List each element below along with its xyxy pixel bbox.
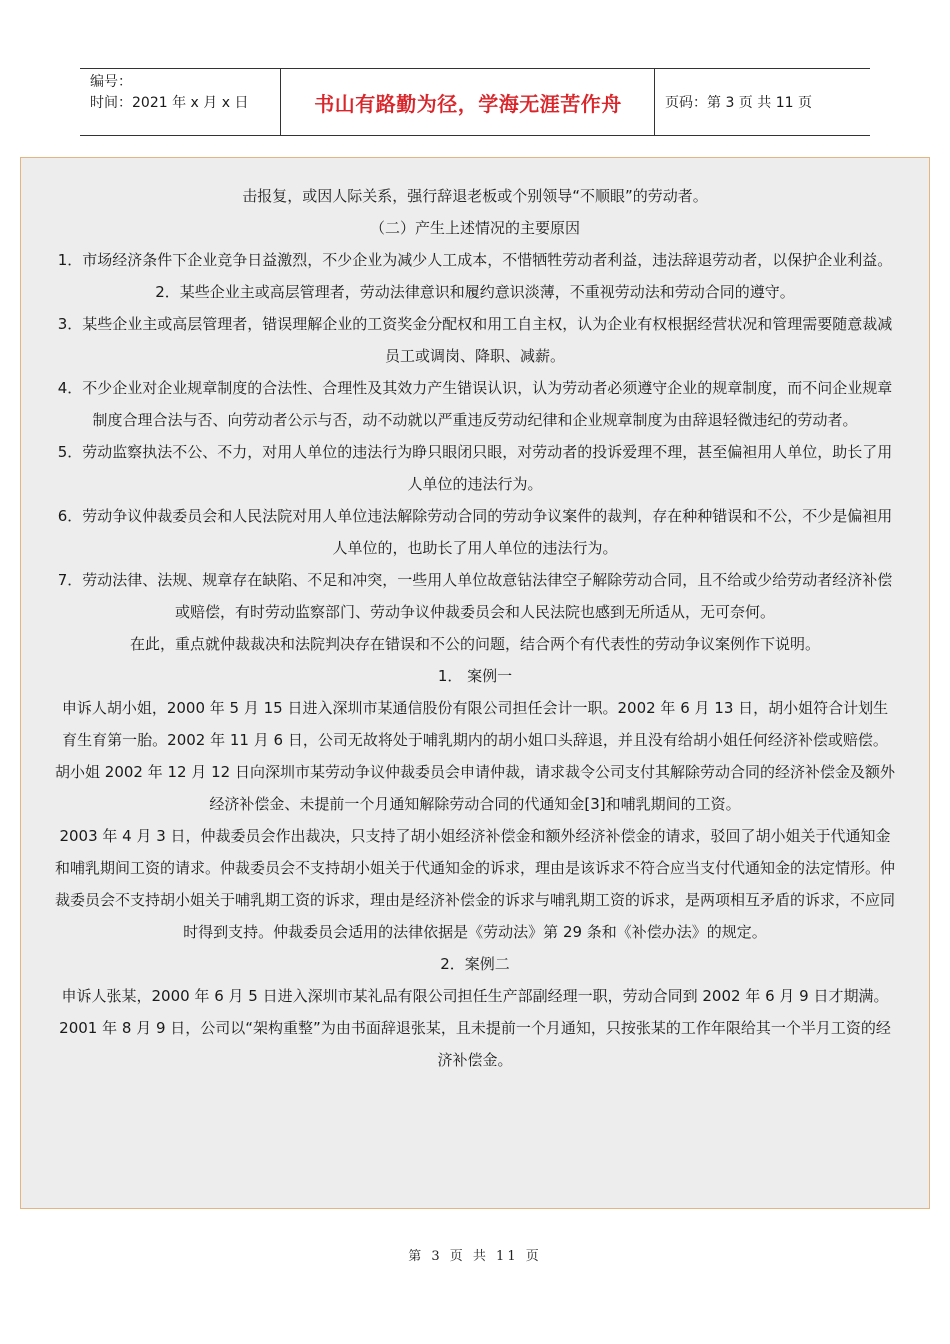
header-page-number: 页码：第 3 页 共 11 页 [665,95,812,111]
page-header [80,68,870,136]
body-paragraph: 申诉人胡小姐，2000 年 5 月 15 日进入深圳市某通信股份有限公司担任会计一职。2002 年 6 月 13 日，胡小姐符合计划生育生育第一胎。2002 年 11 月 6 日，公司无故将处于哺乳期内的胡小姐口头辞退，并且没有给胡小姐任何经济补偿或赔偿。胡小姐 2002 年 12 月 12 日向深圳市某劳动争议仲裁委员会申请仲裁，请求裁令公司支付其解除劳动合同的经济补偿金及额外经济补偿金、未提前一个月通知解除劳动合同的代通知金[3]和哺乳期间的工资。 [55,699,895,813]
section-heading: （二）产生上述情况的主要原因 [369,219,580,237]
body-paragraph: 2003 年 4 月 3 日，仲裁委员会作出裁决，只支持了胡小姐经济补偿金和额外经济补偿金的请求，驳回了胡小姐关于代通知金和哺乳期间工资的请求。仲裁委员会不支持胡小姐关于代通知金的诉求，理由是该诉求不符合应当支付代通知金的法定情形。仲裁委员会不支持胡小姐关于哺乳期工资的诉求，理由是经济补偿金的诉求与哺乳期工资的诉求，是两项相互矛盾的诉求，不应同时得到支持。仲裁委员会适用的法律依据是《劳动法》第 29 条和《补偿办法》的规定。 [55,827,896,941]
header-meta [80,69,281,135]
page-footer: 第 3 页 共 11 页 [408,1249,542,1264]
body-paragraph: 击报复，或因人际关系，强行辞退老板或个别领导“不顺眼”的劳动者。 [242,187,708,205]
body-paragraph: 6．劳动争议仲裁委员会和人民法院对用人单位违法解除劳动合同的劳动争议案件的裁判，存在种种错误和不公，不少是偏袒用人单位的，也助长了用人单位的违法行为。 [57,507,893,557]
body-paragraph: 3．某些企业主或高层管理者，错误理解企业的工资奖金分配权和用工自主权，认为企业有权根据经营状况和管理需要随意裁减员工或调岗、降职、减薪。 [57,315,893,365]
header-motto: 书山有路勤为径，学海无涯苦作舟 [282,69,655,135]
document-number-label: 编号： [90,74,132,90]
body-paragraph: 在此，重点就仲裁裁决和法院判决存在错误和不公的问题，结合两个有代表性的劳动争议案例作下说明。 [129,635,820,653]
body-paragraph: 5．劳动监察执法不公、不力，对用人单位的违法行为睁只眼闭只眼，对劳动者的投诉爱理不理，甚至偏袒用人单位，助长了用人单位的违法行为。 [57,443,893,493]
body-paragraph: 4．不少企业对企业规章制度的合法性、合理性及其效力产生错误认识，认为劳动者必须遵守企业的规章制度，而不问企业规章制度合理合法与否、向劳动者公示与否，动不动就以严重违反劳动纪律和企业规章制度为由辞退轻微违纪的劳动者。 [57,379,893,429]
body-paragraph: 1．市场经济条件下企业竞争日益激烈，不少企业为减少人工成本，不惜牺牲劳动者利益，违法辞退劳动者，以保护企业利益。 [57,251,893,269]
body-paragraph: 申诉人张某，2000 年 6 月 5 日进入深圳市某礼品有限公司担任生产部副经理一职，劳动合同到 2002 年 6 月 9 日才期满。2001 年 8 月 9 日，公司以“架构重整”为由书面辞退张某，且未提前一个月通知，只按张某的工作年限给其一个半月工资的经济补偿金。 [59,987,891,1069]
body-paragraph: 2．某些企业主或高层管理者，劳动法律意识和履约意识淡薄，不重视劳动法和劳动合同的遵守。 [155,283,795,301]
case-heading: 2．案例二 [440,955,510,973]
document-time-label: 时间：2021 年 x 月 x 日 [90,95,249,111]
body-paragraph: 7．劳动法律、法规、规章存在缺陷、不足和冲突，一些用人单位故意钻法律空子解除劳动合同，且不给或少给劳动者经济补偿或赔偿，有时劳动监察部门、劳动争议仲裁委员会和人民法院也感到无所适从，无可奈何。 [57,571,893,621]
document-body [20,157,930,1209]
case-heading: 1． 案例一 [437,667,513,685]
